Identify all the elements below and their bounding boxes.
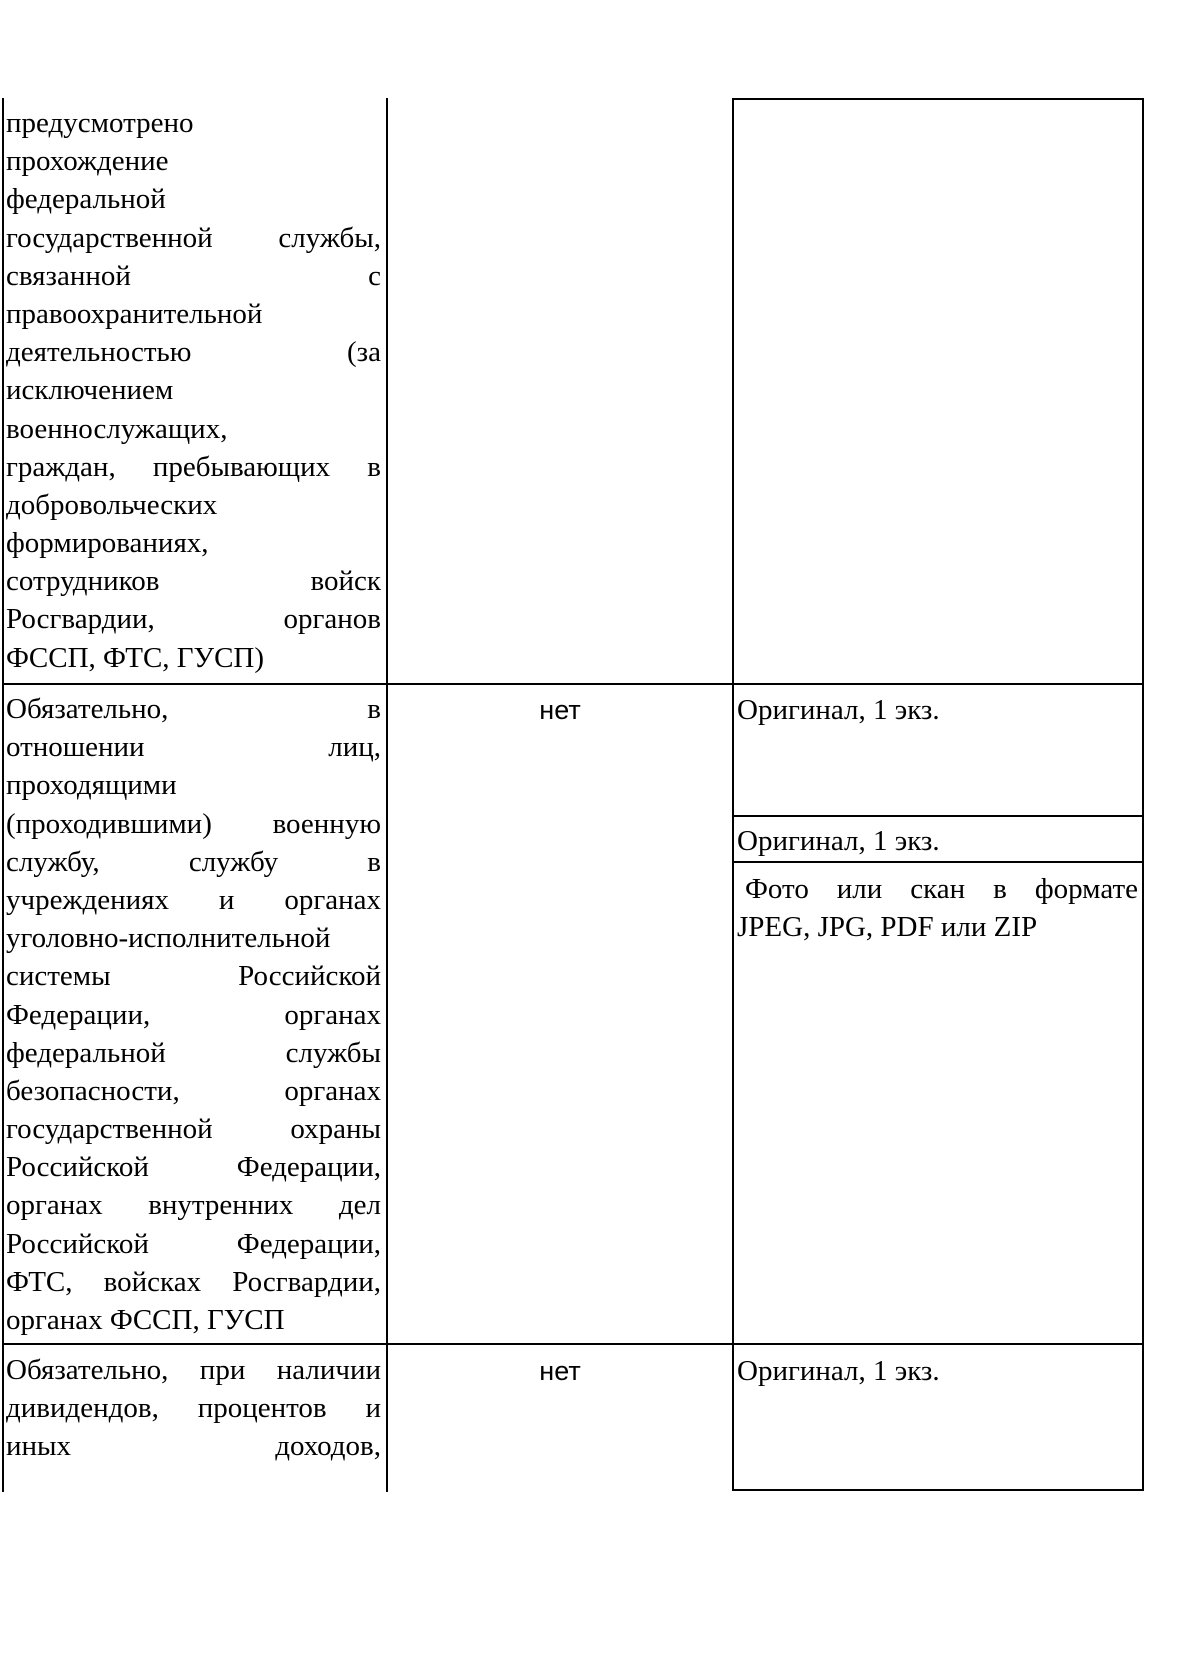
- text-line: Обязательно, при наличии: [6, 1354, 381, 1386]
- text-line: Российской Федерации,: [6, 1151, 381, 1184]
- text-line: Обязательно, в: [6, 693, 381, 725]
- row-2-middle-cell: нет: [539, 695, 581, 725]
- text-line: граждан, пребывающих в: [6, 450, 381, 483]
- row-3-requirement-cell: [6, 1351, 381, 1466]
- text-line: ФТС, войсках Росгвардии,: [6, 1265, 381, 1298]
- right-cell-bottom-border: [732, 1489, 1144, 1491]
- text-line: JPEG, JPG, PDF или ZIP: [737, 911, 1038, 944]
- text-line: проходящими: [6, 769, 177, 802]
- column-divider-1: [386, 98, 388, 1492]
- row-2-form-original-2: Оригинал, 1 экз.: [737, 825, 940, 857]
- text-line: системы Российской: [6, 960, 381, 993]
- text-line: добровольческих: [6, 488, 218, 521]
- row-2-form-original-1: Оригинал, 1 экз.: [737, 694, 940, 726]
- text-line: формированиях,: [6, 527, 209, 560]
- text-line: безопасности, органах: [6, 1074, 381, 1107]
- text-line: государственной охраны: [6, 1113, 381, 1146]
- text-line: государственной службы,: [6, 221, 381, 254]
- text-line: исключением: [6, 374, 174, 407]
- row-divider-2: [2, 1343, 1144, 1345]
- text-line: службу, службу в: [6, 845, 381, 878]
- right-cell-top-border: [732, 98, 1144, 100]
- text-line: Федерации, органах: [6, 998, 381, 1031]
- text-line: отношении лиц,: [6, 731, 381, 764]
- text-line: деятельностью (за: [6, 336, 381, 369]
- table-left-border: [2, 98, 4, 1492]
- column-divider-2: [732, 98, 734, 1491]
- text-line: (проходившими) военную: [6, 807, 381, 840]
- text-line: уголовно-исполнительной: [6, 922, 331, 955]
- text-line: Фото или скан в формате: [745, 873, 1138, 905]
- text-line: военнослужащих,: [6, 412, 228, 445]
- text-line: Российской Федерации,: [6, 1227, 381, 1260]
- text-line: органах ФССП, ГУСП: [6, 1304, 285, 1336]
- row-2-form-electronic: [737, 870, 1138, 946]
- text-line: иных доходов,: [6, 1430, 381, 1463]
- text-line: учреждениях и органах: [6, 883, 381, 916]
- text-line: органах внутренних дел: [6, 1189, 381, 1222]
- text-line: федеральной: [6, 183, 166, 216]
- text-line: связанной с: [6, 259, 381, 292]
- text-line: дивидендов, процентов и: [6, 1392, 381, 1425]
- text-line: прохождение: [6, 145, 169, 178]
- subrow-divider-1: [732, 815, 1144, 817]
- text-line: сотрудников войск: [6, 565, 381, 598]
- row-2-requirement-cell: [6, 690, 381, 1339]
- text-line: федеральной службы: [6, 1036, 381, 1069]
- text-line: правоохранительной: [6, 297, 263, 330]
- text-line: ФССП, ФТС, ГУСП): [6, 641, 265, 674]
- row-3-middle-cell: нет: [539, 1356, 581, 1386]
- text-line: Росгвардии, органов: [6, 603, 381, 636]
- row-divider-1: [2, 683, 1144, 685]
- text-line: предусмотрено: [6, 107, 194, 139]
- table-right-border: [1142, 98, 1144, 1491]
- row-3-form-original: Оригинал, 1 экз.: [737, 1355, 940, 1387]
- subrow-divider-2: [732, 861, 1144, 863]
- row-1-requirement-cell: [6, 104, 381, 677]
